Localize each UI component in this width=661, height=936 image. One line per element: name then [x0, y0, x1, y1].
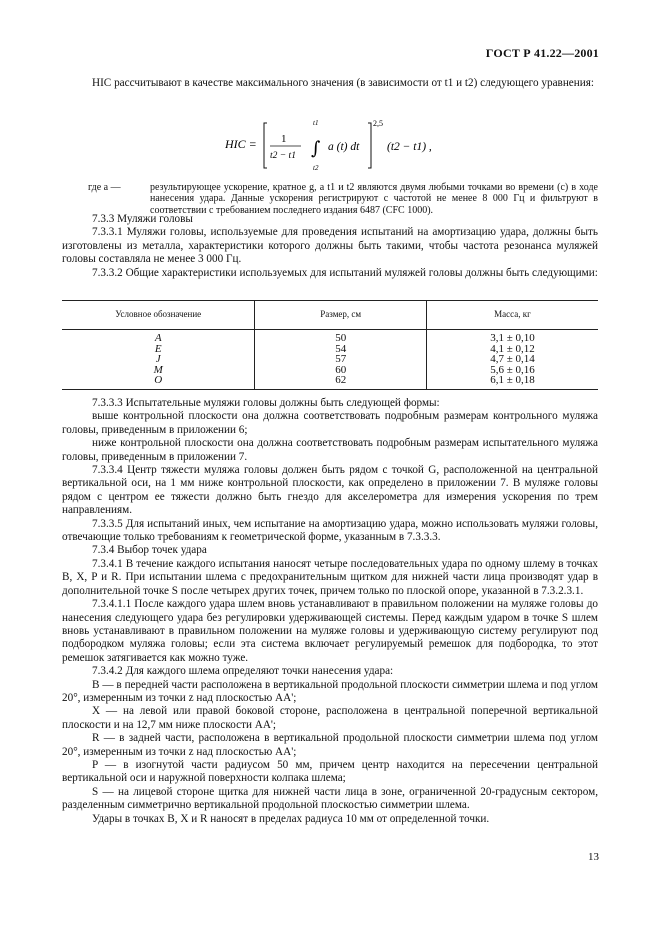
para-7-3-3-5: 7.3.3.5 Для испытаний иных, чем испытание на амортизацию удара, можно использовать муляжи головы, отвечающие только требованиям к геометрической форме, указанным в 7.3.3.3. [62, 517, 598, 544]
formula-integrand: a (t) dt [328, 141, 360, 153]
intro-paragraph: HIC рассчитывают в качестве максимального значения (в зависимости от t1 и t2) следующего уравнения: [92, 77, 595, 89]
integral-lower-limit: t2 [313, 164, 319, 172]
table-row: A 50 3,1 ± 0,10 [62, 330, 598, 344]
col-header-mass: Масса, кг [426, 301, 598, 330]
col-header-size: Размер, см [255, 301, 427, 330]
formula-lhs: HIC = [225, 137, 257, 151]
note-lead: где a — [88, 182, 121, 193]
head-forms-table [62, 300, 598, 390]
standard-header: ГОСТ Р 41.22—2001 [485, 46, 599, 60]
section-7-3-3-3-block [62, 397, 598, 826]
right-bracket [368, 123, 371, 168]
page-number: 13 [588, 851, 599, 863]
para-7-3-3-2: 7.3.3.2 Общие характеристики используемых для испытаний муляжей головы должны быть следующими: [92, 266, 598, 279]
note-text: результирующее ускорение, кратное g, a t1 и t2 являются двумя любыми точками во времени (с) в ходе нанесения удара. Данные ускорения регистрируют с частотой не менее 8 000 Гц и фильтруют в соответствии с требованием последнего издания 6487 (CFC 1000). [150, 182, 598, 216]
formula-denominator: t2 − t1 [270, 151, 296, 161]
para-7-3-3-4: 7.3.3.4 Центр тяжести муляжа головы должен быть рядом с точкой G, расположенной на центральной вертикальной оси, на 1 мм ниже контрольной плоскости, как определено в приложении 7. В муляже головы рядом с центром ее тяжести должно быть гнездо для акселерометра для измерения ускорения по трем направлениям. [62, 464, 598, 517]
integral-sign: ∫ [311, 138, 321, 159]
point-X: X — на левой или правой боковой стороне, расположена в центральной поперечной вертикальной плоскости и на 12,7 мм ниже плоскости AA'; [62, 705, 598, 731]
point-R: R — в задней части, расположена в вертикальной продольной плоскости симметрии шлема под углом 20°, измеренным из точки z над плоскостью AA'; [62, 732, 598, 758]
para-7-3-4-1-1: 7.3.4.1.1 После каждого удара шлем вновь устанавливают в правильном положении на муляже головы до нанесения следующего удара без регулировки удерживающей системы. Перед каждым ударом в точке S шлем вновь устанавливают в правильном положении на муляже головы и удерживающую систему регулируют под подбородком муляжа головы; если эта система включает регулируемый ремешок для подбородка, то этот ремешок затягивается как можно туже. [62, 598, 598, 664]
point-S: S — на лицевой стороне щитка для нижней части лица в зоне, ограниченной 20-градусным сектором, разделенным симметрично вертикальной продольной плоскостью симметрии шлема. [62, 785, 598, 812]
section-7-3-3-block [62, 213, 598, 280]
table-row: E 54 4,1 ± 0,12 [62, 344, 598, 355]
integral-upper-limit: t1 [313, 119, 319, 127]
para-7-3-4-1: 7.3.4.1 В течение каждого испытания наносят четыре последовательных удара по одному шлему в точках B, X, P и R. При испытании шлема с предохранительным щитком для нижней части лица производят удар в дополнительной точке S после четырех других точек, причем только по плоской опоре, указанной в 7.3.2.3.1. [62, 557, 598, 597]
para-7-3-3-3-b: ниже контрольной плоскости она должна соответствовать подробным размерам испытательного муляжа головы, приведенным в приложении 7. [62, 437, 598, 463]
point-B: B — в передней части расположена в вертикальной продольной плоскости симметрии шлема и под углом 20°, измеренным из точки z над плоскостью AA'; [62, 678, 598, 704]
para-7-3-4-2: 7.3.4.2 Для каждого шлема определяют точки нанесения удара: [92, 665, 394, 678]
final-paragraph: Удары в точках B, X и R наносят в пределах радиуса 10 мм от определенной точки. [92, 812, 490, 825]
hic-formula [225, 118, 485, 178]
para-7-3-3-3-a: выше контрольной плоскости она должна соответствовать подробным размерам контрольного муляжа головы, приведенным в приложении 6; [62, 410, 598, 436]
formula-exponent: 2,5 [373, 119, 383, 128]
table-row: J 57 4,7 ± 0,14 [62, 354, 598, 365]
point-P: P — в изогнутой части радиусом 50 мм, причем центр находится на пересечении центральной вертикальной оси и наружной поверхности колпака шлема; [62, 758, 598, 785]
heading-7-3-4: 7.3.4 Выбор точек удара [92, 544, 207, 557]
formula-note [88, 182, 598, 216]
formula-factor: (t2 − t1) , [387, 141, 432, 153]
table-row: O 62 6,1 ± 0,18 [62, 375, 598, 389]
para-7-3-3-1: 7.3.3.1 Муляжи головы, используемые для проведения испытаний на амортизацию удара, должны быть изготовлены из металла, характеристики которого должны быть такими, чтобы частота резонанса муляжей головы составляла не менее 3 000 Гц. [62, 226, 598, 266]
left-bracket [264, 123, 267, 168]
table-row: M 60 5,6 ± 0,16 [62, 365, 598, 376]
heading-7-3-3: 7.3.3 Муляжи головы [92, 213, 193, 225]
para-7-3-3-3: 7.3.3.3 Испытательные муляжи головы должны быть следующей формы: [92, 397, 440, 409]
formula-numerator: 1 [281, 133, 287, 145]
col-header-designation: Условное обозначение [62, 301, 255, 330]
